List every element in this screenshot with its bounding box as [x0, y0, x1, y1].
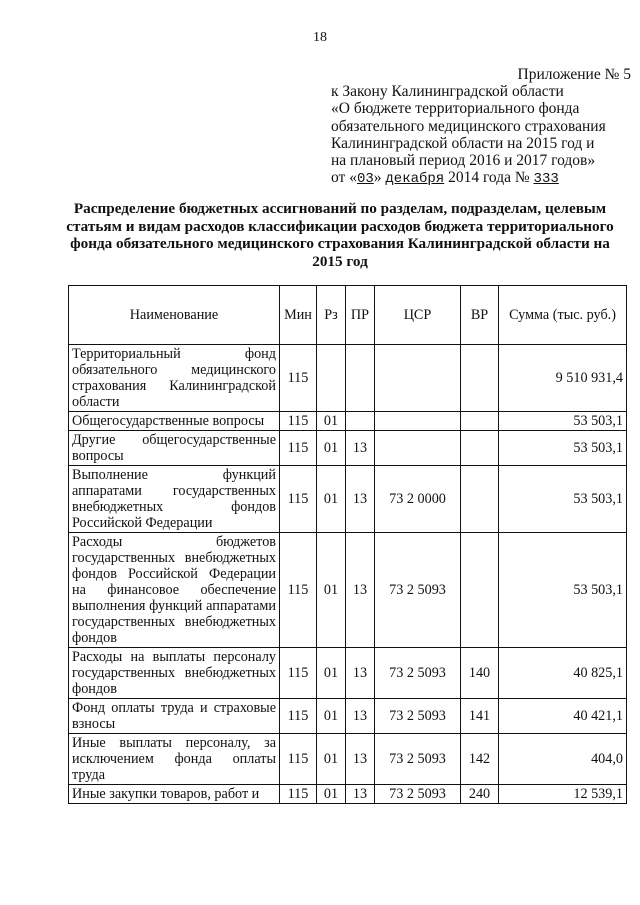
cell-sum: 404,0 [499, 734, 627, 785]
page-number: 18 [313, 30, 327, 45]
header-vr: ВР [461, 286, 499, 345]
cell-name: Иные выплаты персоналу, за исключением фонда оплаты труда [69, 734, 280, 785]
table-row [69, 466, 627, 533]
cell-pr: 13 [346, 533, 375, 648]
header-min: Мин [280, 286, 317, 345]
appendix-line: Калининградской области на 2015 год и [331, 134, 595, 152]
cell-rz: 01 [317, 734, 346, 785]
table-row [69, 648, 627, 699]
cell-vr [461, 533, 499, 648]
cell-rz: 01 [317, 648, 346, 699]
law-number: 333 [533, 171, 559, 188]
budget-table [68, 285, 627, 804]
cell-csr [375, 412, 461, 431]
cell-sum: 40 825,1 [499, 648, 627, 699]
cell-pr: 13 [346, 699, 375, 734]
cell-sum: 9 510 931,4 [499, 345, 627, 412]
cell-sum: 12 539,1 [499, 785, 627, 804]
cell-rz [317, 345, 346, 412]
cell-name: Иные закупки товаров, работ и [69, 785, 280, 804]
header-rz: Рз [317, 286, 346, 345]
document-heading: Распределение бюджетных ассигнований по разделам, подразделам, целевым статьям и видам расходов классификации расходов бюджета территориального фонда обязательного медицинского страхования Калининградской области на 2015 год [66, 200, 614, 270]
cell-csr: 73 2 5093 [375, 699, 461, 734]
cell-pr: 13 [346, 466, 375, 533]
cell-csr: 73 2 5093 [375, 785, 461, 804]
cell-name: Расходы бюджетов государственных внебюджетных фондов Российской Федерации на финансовое обеспечение выполнения функций аппаратами государственных внебюджетных фондов [69, 533, 280, 648]
appendix-block [331, 66, 631, 188]
table-row [69, 699, 627, 734]
cell-name: Расходы на выплаты персоналу государственных внебюджетных фондов [69, 648, 280, 699]
date-mid: » [373, 169, 386, 187]
cell-csr [375, 345, 461, 412]
cell-sum: 53 503,1 [499, 431, 627, 466]
cell-csr: 73 2 5093 [375, 734, 461, 785]
appendix-date-line [331, 169, 631, 188]
cell-vr: 141 [461, 699, 499, 734]
cell-pr [346, 345, 375, 412]
table-row [69, 533, 627, 648]
date-prefix: от « [331, 169, 357, 187]
cell-min: 115 [280, 699, 317, 734]
appendix-line: обязательного медицинского страхования [331, 117, 606, 135]
cell-min: 115 [280, 345, 317, 412]
cell-vr [461, 466, 499, 533]
cell-min: 115 [280, 533, 317, 648]
cell-pr: 13 [346, 734, 375, 785]
cell-vr [461, 431, 499, 466]
table-row [69, 734, 627, 785]
cell-vr: 140 [461, 648, 499, 699]
header-sum: Сумма (тыс. руб.) [499, 286, 627, 345]
cell-name: Другие общегосударственные вопросы [69, 431, 280, 466]
cell-sum: 53 503,1 [499, 412, 627, 431]
cell-csr: 73 2 5093 [375, 648, 461, 699]
cell-min: 115 [280, 431, 317, 466]
cell-min: 115 [280, 412, 317, 431]
cell-sum: 53 503,1 [499, 533, 627, 648]
date-month: декабря [385, 171, 445, 188]
cell-vr: 240 [461, 785, 499, 804]
header-pr: ПР [346, 286, 375, 345]
cell-name: Территориальный фонд обязательного медицинского страхования Калининградской области [69, 345, 280, 412]
cell-rz: 01 [317, 785, 346, 804]
cell-rz: 01 [317, 431, 346, 466]
cell-min: 115 [280, 466, 317, 533]
cell-pr: 13 [346, 785, 375, 804]
cell-rz: 01 [317, 412, 346, 431]
table-row [69, 431, 627, 466]
table-row [69, 785, 627, 804]
appendix-title: Приложение № 5 [517, 66, 631, 83]
cell-name: Выполнение функций аппаратами государственных внебюджетных фондов Российской Федерации [69, 466, 280, 533]
appendix-line: к Закону Калининградской области [331, 83, 564, 101]
cell-rz: 01 [317, 699, 346, 734]
cell-vr [461, 345, 499, 412]
date-year: 2014 года № [444, 169, 534, 187]
cell-min: 115 [280, 648, 317, 699]
cell-csr: 73 2 5093 [375, 533, 461, 648]
table-row [69, 412, 627, 431]
cell-name: Фонд оплаты труда и страховые взносы [69, 699, 280, 734]
header-csr: ЦСР [375, 286, 461, 345]
date-day: 03 [356, 171, 374, 188]
cell-rz: 01 [317, 466, 346, 533]
header-name: Наименование [69, 286, 280, 345]
cell-rz: 01 [317, 533, 346, 648]
appendix-line: на плановый период 2016 и 2017 годов» [331, 152, 596, 170]
table-header-row [69, 286, 627, 345]
cell-vr: 142 [461, 734, 499, 785]
cell-sum: 53 503,1 [499, 466, 627, 533]
cell-pr: 13 [346, 431, 375, 466]
cell-min: 115 [280, 785, 317, 804]
cell-min: 115 [280, 734, 317, 785]
cell-sum: 40 421,1 [499, 699, 627, 734]
cell-csr: 73 2 0000 [375, 466, 461, 533]
appendix-line: «О бюджете территориального фонда [331, 100, 580, 118]
cell-pr: 13 [346, 648, 375, 699]
cell-csr [375, 431, 461, 466]
cell-vr [461, 412, 499, 431]
cell-name: Общегосударственные вопросы [69, 412, 280, 431]
table-row [69, 345, 627, 412]
cell-pr [346, 412, 375, 431]
